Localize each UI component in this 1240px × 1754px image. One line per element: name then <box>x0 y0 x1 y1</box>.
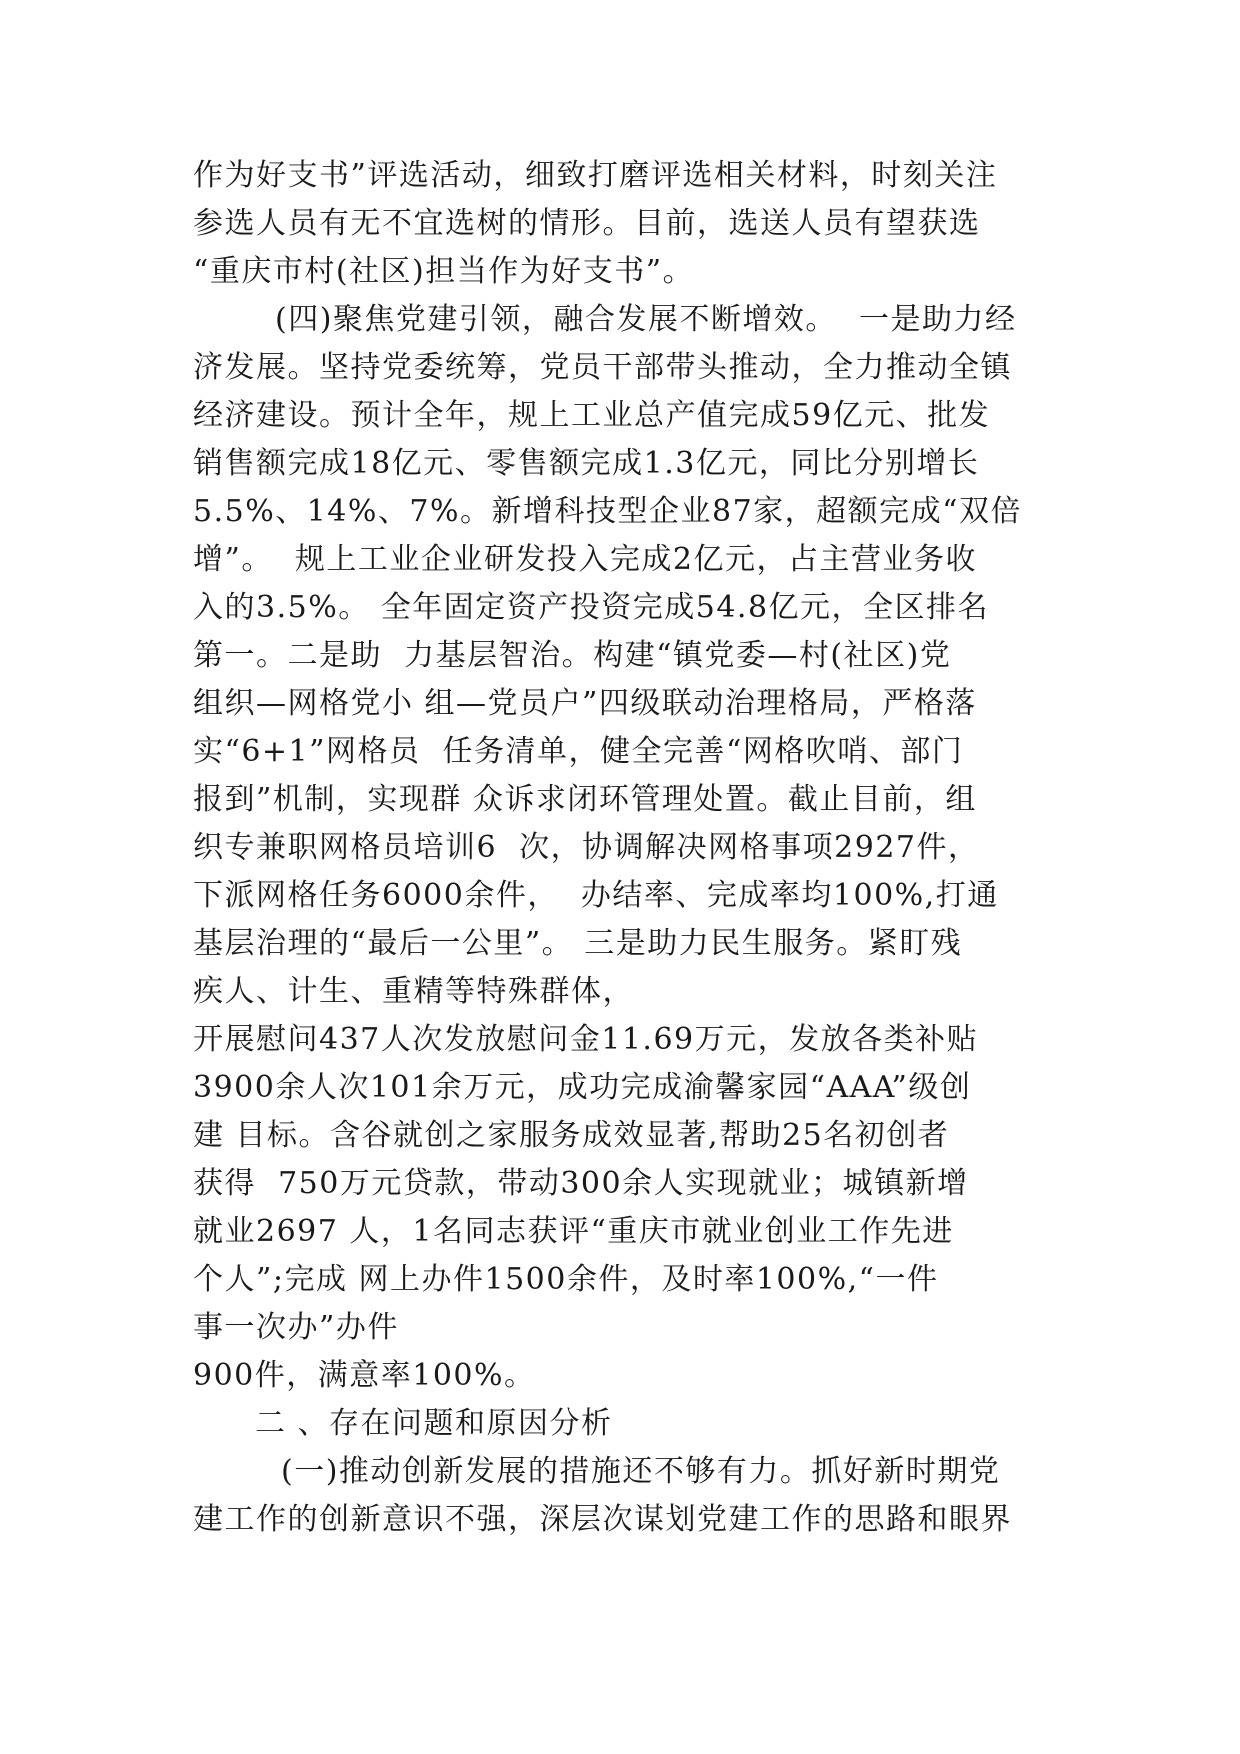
text-line: 获得 750万元贷款，带动300余人实现就业；城镇新增 <box>193 1166 969 1201</box>
text-line: 第一。二是助 力基层智治。构建“镇党委—村(社区)党 <box>193 638 952 673</box>
document-body <box>193 152 1073 1544</box>
text-line: 报到”机制，实现群 众诉求闭环管理处置。截止目前，组 <box>193 782 977 817</box>
section-heading-line: (一)推动创新发展的措施还不够有力。抓好新时期党 <box>281 1454 1001 1489</box>
text-line: 疾人、计生、重精等特殊群体， <box>193 974 634 1009</box>
text-line: 组织—网格党小 组—党员户”四级联动治理格局，严格落 <box>193 686 977 721</box>
text-line: 实“6+1”网格员 任务清单，健全完善“网格吹哨、部门 <box>193 734 964 769</box>
text-line: “重庆市村(社区)担当作为好支书”。 <box>193 254 695 289</box>
text-line: 济发展。坚持党委统筹，党员干部带头推动，全力推动全镇 <box>193 350 1012 385</box>
text-line: 经济建设。预计全年，规上工业总产值完成59亿元、批发 <box>193 398 991 433</box>
text-line: 基层治理的“最后一公里”。 三是助力民生服务。紧盯残 <box>193 926 963 961</box>
text-line: 销售额完成18亿元、零售额完成1.3亿元，同比分别增长 <box>193 446 980 481</box>
text-line: 入的3.5%。 全年固定资产投资完成54.8亿元，全区排名 <box>193 590 990 625</box>
text-line: 900件，满意率100%。 <box>193 1358 536 1393</box>
text-line: 参选人员有无不宜选树的情形。目前，选送人员有望获选 <box>193 206 981 241</box>
text-line: 5.5%、14%、7%。新增科技型企业87家，超额完成“双倍 <box>193 494 1022 529</box>
text-line: 建工作的创新意识不强，深层次谋划党建工作的思路和眼界 <box>193 1502 1012 1537</box>
text-line: 事一次办”办件 <box>193 1310 399 1345</box>
chapter-heading: 二 、存在问题和原因分析 <box>255 1406 613 1441</box>
text-line: 建 目标。含谷就创之家服务成效显著,帮助25名初创者 <box>193 1118 950 1153</box>
section-heading-line: (四)聚焦党建引领，融合发展不断增效。 一是助力经 <box>275 302 1017 337</box>
text-line: 3900余人次101余万元，成功完成渝馨家园“AAA”级创 <box>193 1070 972 1105</box>
text-line: 个人”;完成 网上办件1500余件，及时率100%,“一件 <box>193 1262 939 1297</box>
text-line: 开展慰问437人次发放慰问金11.69万元，发放各类补贴 <box>193 1022 979 1057</box>
text-line: 下派网格任务6000余件， 办结率、完成率均100%,打通 <box>193 878 999 913</box>
text-line: 织专兼职网格员培训6 次，协调解决网格事项2927件， <box>193 830 980 865</box>
text-line: 作为好支书”评选活动，细致打磨评选相关材料，时刻关注 <box>193 158 998 193</box>
text-line: 增”。 规上工业企业研发投入完成2亿元，占主营业务收 <box>193 542 977 577</box>
text-line: 就业2697 人，1名同志获评“重庆市就业创业工作先进 <box>193 1214 954 1249</box>
